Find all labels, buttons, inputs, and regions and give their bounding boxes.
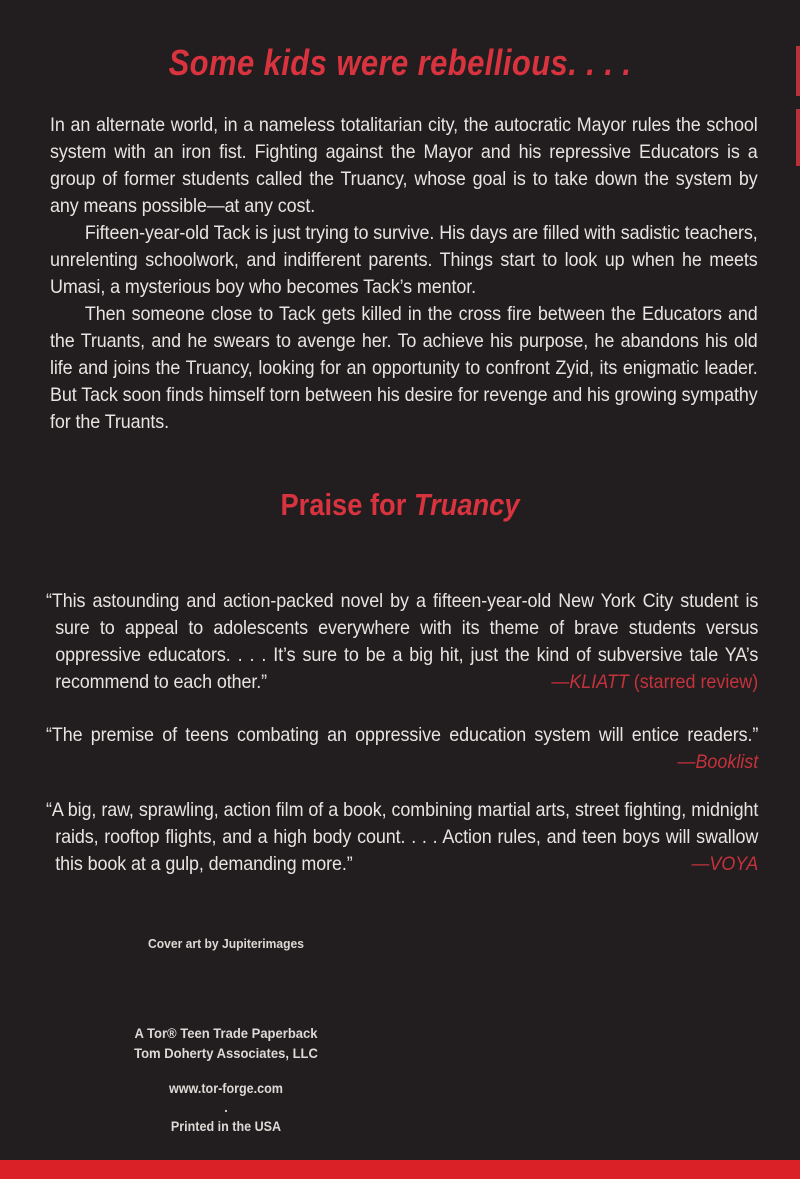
praise-heading-prefix: Praise for (280, 487, 414, 522)
reviews-block (46, 588, 758, 878)
cover-tagline: Some kids were rebellious. . . . (168, 42, 632, 83)
synopsis-block (50, 112, 758, 436)
synopsis-paragraph-1: In an alternate world, in a nameless totalitarian city, the autocratic Mayor rules the school system with an iron fist. Fighting against the Mayor and his repressive Educators is a group of former students called the Truancy, whose goal is to take down the system by any means possible—at any cost. (50, 114, 758, 217)
website-block (87, 1079, 366, 1137)
review-kliatt (46, 588, 758, 696)
imprint-line-1: A Tor® Teen Trade Paperback (134, 1025, 318, 1041)
spine-red-sliver-bottom (796, 109, 800, 166)
review-attribution-source: —VOYA (691, 853, 759, 875)
review-quote: “The premise of teens combating an oppressive education system will entice readers.” (46, 724, 759, 746)
review-voya (46, 797, 758, 878)
publisher-credits (87, 936, 366, 1137)
bottom-red-bar (0, 1160, 800, 1179)
cover-art-credit: Cover art by Jupiterimages (148, 936, 304, 951)
printed-in-usa: Printed in the USA (170, 1119, 282, 1134)
review-attribution-source: —Booklist (677, 751, 759, 773)
review-attribution-source: —KLIATT (551, 671, 629, 693)
review-booklist (46, 722, 758, 776)
review-quote: “This astounding and action-packed novel by a fifteen-year-old New York City student is sure to appeal to adolescents everywhere with its theme of brave students versus oppressive educators. . . . It’s sure to be a big hit, just the kind of subversive tale YA’s recommend to each other.” (46, 590, 759, 693)
praise-heading-book-title: Truancy (413, 487, 520, 522)
dot-separator: . (224, 1100, 228, 1115)
spine-red-sliver-top (796, 46, 800, 96)
praise-heading (48, 487, 752, 523)
synopsis-paragraph-2: Fifteen-year-old Tack is just trying to survive. His days are filled with sadistic teachers, unrelenting schoolwork, and indifferent parents. Things start to look up when he meets Umasi, a mysterious boy who becomes Tack’s mentor. (50, 222, 758, 298)
imprint-line-2: Tom Doherty Associates, LLC (134, 1045, 318, 1061)
website-url: www.tor-forge.com (169, 1081, 283, 1096)
review-attribution-note: (starred review) (628, 671, 759, 693)
review-attribution (46, 749, 758, 776)
imprint-block (87, 1023, 366, 1063)
synopsis-paragraph-3: Then someone close to Tack gets killed in the cross fire between the Educators and the Truants, and he swears to avenge her. To achieve his purpose, he abandons his old life and joins the Truancy, looking for an opportunity to confront Zyid, its enigmatic leader. But Tack soon finds himself torn between his desire for revenge and his growing sympathy for the Truants. (50, 303, 758, 433)
review-quote: “A big, raw, sprawling, action film of a book, combining martial arts, street fighting, midnight raids, rooftop flights, and a high body count. . . . Action rules, and teen boys will swallow this book at a gulp, demanding more.” (46, 799, 759, 875)
